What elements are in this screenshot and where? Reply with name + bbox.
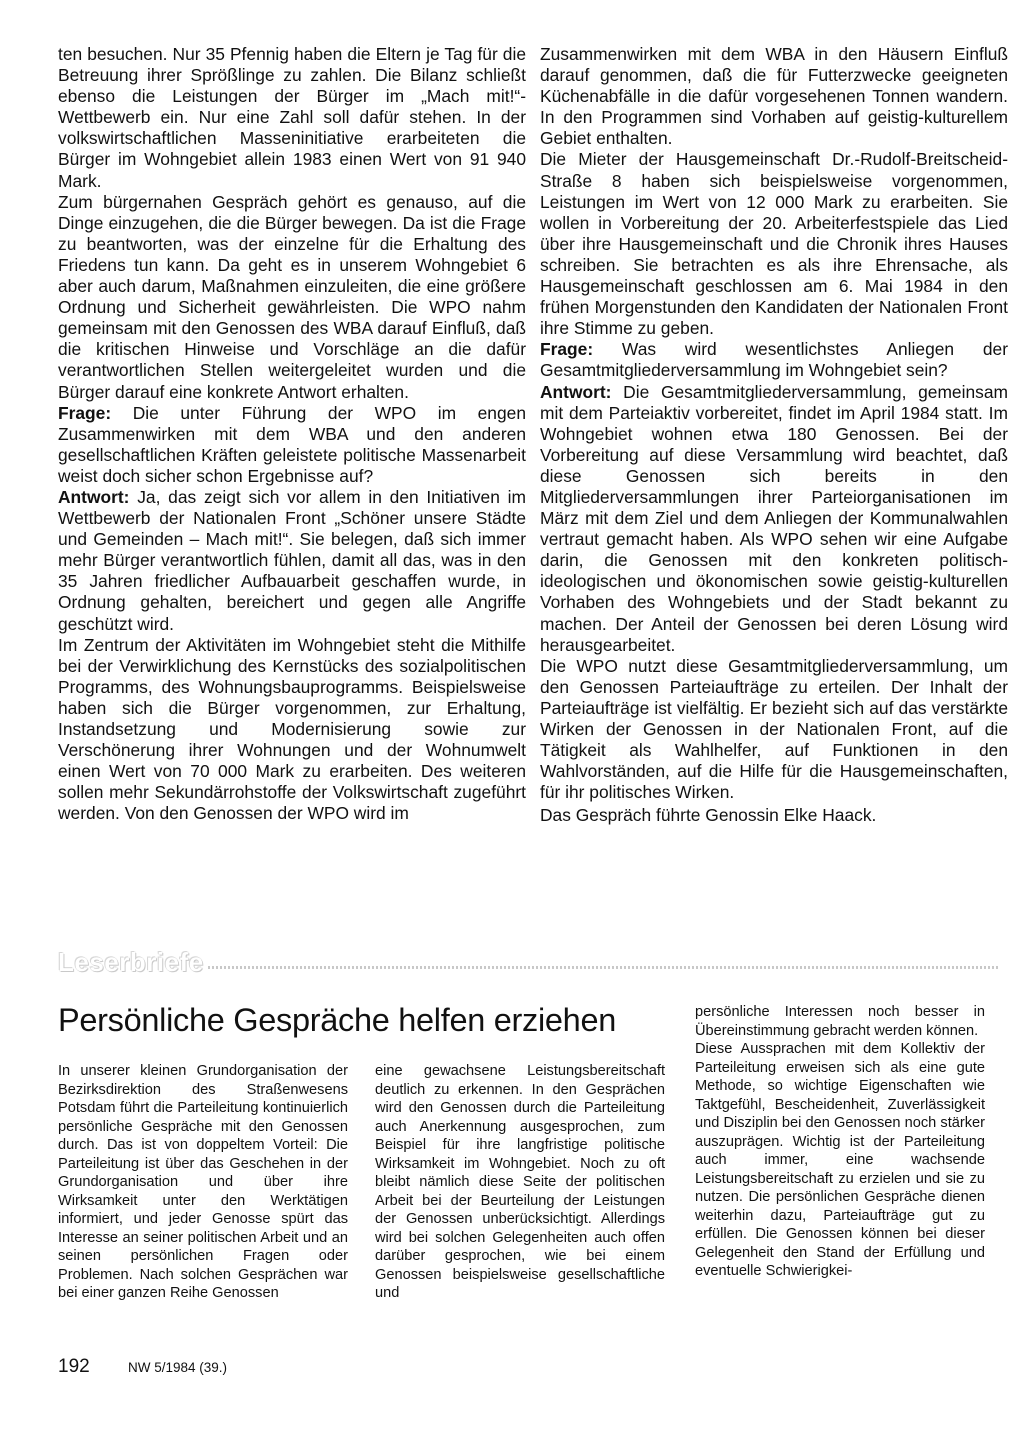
paragraph: Zusammenwirken mit dem WBA in den Häusern Einfluß darauf genommen, daß die für Futterzwecke geeigneten Küchenabfälle in die dafür vorgesehenen Tonnen wandern. In den Programmen sind Vorhaben auf geistig-kulturellem Gebiet enthalten. xyxy=(540,44,1008,149)
paragraph: Im Zentrum der Aktivitäten im Wohngebiet steht die Mithilfe bei der Verwirklichung des Kernstücks des sozialpolitischen Programms, des Wohnungsbauprogramms. Beispielsweise haben sich die Bürger vorgenommen, zur Erhaltung, Instandsetzung und Modernisierung sowie zur Verschönerung ihrer Wohnungen und der Wohnumwelt einen Wert von 70 000 Mark zu erarbeiten. Des weiteren sollen mehr Sekundärrohstoffe der Volkswirtschaft zugeführt werden. Von den Genossen der WPO wird im xyxy=(58,634,526,824)
paragraph: ten besuchen. Nur 35 Pfennig haben die Eltern je Tag für die Betreuung ihrer Sprößlinge zu zahlen. Die Bilanz schließt ebenso die Leistungen der Bürger im „Mach mit!“-Wettbewerb ein. Nur eine Zahl soll dafür stehen. In der volkswirtschaftlichen Masseninitiative erarbeiteten die Bürger im Wohngebiet allein 1983 einen Wert von 91 940 Mark. xyxy=(58,44,526,191)
answer-paragraph xyxy=(540,382,1008,656)
answer-label: Antwort: xyxy=(58,486,130,507)
paragraph: Die WPO nutzt diese Gesamtmitgliederversammlung, um den Genossen Parteiaufträge zu erteilen. Der Inhalt der Parteiaufträge ist vielfältig. Er bezieht sich auf das verstärkte Wirken der Genossen in der Nationalen Front, auf die Tätigkeit als Wahlhelfer, auf Funktionen in den Wahlvorständen, auf die Hilfe für die Hausgemeinschaften, für ihr politisches Wirken. xyxy=(540,655,1008,803)
paragraph: In unserer kleinen Grundorganisation der Bezirksdirektion des Straßenwesens Potsdam führt die Parteileitung kontinuierlich persönliche Gespräche mit den Genossen durch. Das ist von doppeltem Vorteil: Die Parteileitung ist über das Geschehen in der Grundorganisation und über ihre Wirksamkeit unter den Werktätigen informiert, und jeder Genosse spürt das Interesse an seiner politischen Arbeit und an seinen persönlichen Fragen oder Problemen. Nach solchen Gesprächen war bei einer ganzen Reihe Genossen xyxy=(58,1063,348,1301)
answer-paragraph xyxy=(58,487,526,635)
paragraph: persönliche Interessen noch besser in Übereinstimmung gebracht werden können. xyxy=(695,1004,985,1039)
answer-label: Antwort: xyxy=(540,381,612,402)
section-label: Leserbriefe xyxy=(58,947,204,977)
answer-text: Die Gesamtmitgliederversammlung, gemeinsam mit dem Parteiaktiv vorbereitet, findet im April 1984 statt. Im Wohngebiet wohnen etwa 180 Genossen. Bei der Vorbereitung auf diese Versammlung wird beachtet, daß diese Genossen sich bereits in den Mitgliederversammlungen ihrer Parteiorganisationen im März mit dem Ziel und dem Anliegen der Kommunalwahlen vertraut gemacht haben. Als WPO sehen wir eine Aufgabe darin, die Genossen mit den konkreten politisch-ideologischen und ökonomischen sowie geistig-kulturellen Vorhaben des Wohngebiets und der Stadt bekannt zu machen. Der Anteil der Genossen bei deren Lösung wird herausgearbeitet. xyxy=(540,381,1008,655)
question-paragraph xyxy=(540,339,1008,381)
letter-column-3 xyxy=(695,1003,985,1281)
paragraph: Diese Aussprachen mit dem Kollektiv der Parteileitung erweisen sich als eine gute Methode, so wichtige Eigenschaften wie Taktgefühl, Bescheidenheit, Zuverlässigkeit und Disziplin bei den Genossen noch stärker auszuprägen. Wichtig ist der Parteileitung auch immer, eine wachsende Leistungsbereitschaft zu erzielen und sie zu nutzen. Die persönlichen Gespräche dienen weiterhin dazu, Parteiaufträge gut zu erfüllen. Die Genossen können bei dieser Gelegenheit den Stand der Erfüllung und eventuelle Schwierigkei- xyxy=(695,1041,985,1279)
letter-column-1 xyxy=(58,1062,348,1303)
question-label: Frage: xyxy=(58,402,112,423)
question-text: Was wird wesentlichstes Anliegen der Gesamtmitgliederversammlung im Wohngebiet sein? xyxy=(540,339,1008,381)
paragraph: Zum bürgernahen Gespräch gehört es genauso, auf die Dinge einzugehen, die die Bürger bewegen. Da ist die Frage zu beantworten, was der einzelne für die Erhaltung des Friedens tun kann. Da geht es in unserem Wohngebiet 6 aber auch darum, Maßnahmen einzuleiten, die eine größere Ordnung und Sicherheit gewährleisten. Die WPO nahm gemeinsam mit den Genossen des WBA darauf Einfluß, daß die kritischen Hinweise und Vorschläge an die dafür verantwortlichen Stellen weitergeleitet wurden und die Bürger darauf eine konkrete Antwort erhalten. xyxy=(58,191,526,402)
issue-reference: NW 5/1984 (39.) xyxy=(128,1360,228,1375)
paragraph: Die Mieter der Hausgemeinschaft Dr.-Rudolf-Breitscheid-Straße 8 haben sich beispielsweise vorgenommen, Leistungen im Wert von 12 000 Mark zu erarbeiten. Sie wollen in Vorbereitung der 20. Arbeiterfestspiele das Lied über ihre Hausgemeinschaft und die Chronik ihres Hauses schreiben. Sie betrachten es als ihre Ehrensache, als Hausgemeinschaft geschlossen am 6. Mai 1984 in den frühen Morgenstunden den Kandidaten der Nationalen Front ihre Stimme zu geben. xyxy=(540,149,1008,339)
article-left-column xyxy=(58,44,526,824)
page-number: 192 xyxy=(58,1356,90,1377)
answer-text: Ja, das zeigt sich vor allem in den Initiativen im Wettbewerb der Nationalen Front „Schöner unsere Städte und Gemeinden – Mach mit!“. Sie belegen, daß sich immer mehr Bürger verantwortlich fühlen, damit all das, was in den 35 Jahren friedlicher Aufbauarbeit geschaffen wurde, in Ordnung gehalten, bereichert und gegen alle Angriffe geschützt wird. xyxy=(58,486,526,634)
question-paragraph xyxy=(58,403,526,487)
paragraph: eine gewachsene Leistungsbereitschaft deutlich zu erkennen. In den Gesprächen wird den Genossen durch die Parteileitung auch Anerkennung ausgesprochen, zum Beispiel für ihre langfristige politische Wirksamkeit im Wohngebiet. Noch zu oft bleibt nämlich diese Seite der politischen Arbeit bei der Beurteilung der Leistungen der Genossen unberücksichtigt. Allerdings wird bei solchen Gelegenheiten auch offen darüber gesprochen, wie bei einem Genossen beispielsweise gesellschaftliche und xyxy=(375,1063,665,1301)
letter-column-2 xyxy=(375,1062,665,1303)
question-text: Die unter Führung der WPO im engen Zusammenwirken mit dem WBA und den anderen gesellschaftlichen Kräften geleistete politische Massenarbeit weist doch sicher schon Ergebnisse auf? xyxy=(58,402,526,486)
question-label: Frage: xyxy=(540,339,594,360)
letter-headline: Persönliche Gespräche helfen erziehen xyxy=(58,1002,616,1038)
author-credit: Das Gespräch führte Genossin Elke Haack. xyxy=(540,805,877,826)
page-footer xyxy=(58,1355,458,1379)
section-header xyxy=(58,948,998,976)
article-right-column xyxy=(540,44,1008,826)
section-divider xyxy=(208,966,998,969)
